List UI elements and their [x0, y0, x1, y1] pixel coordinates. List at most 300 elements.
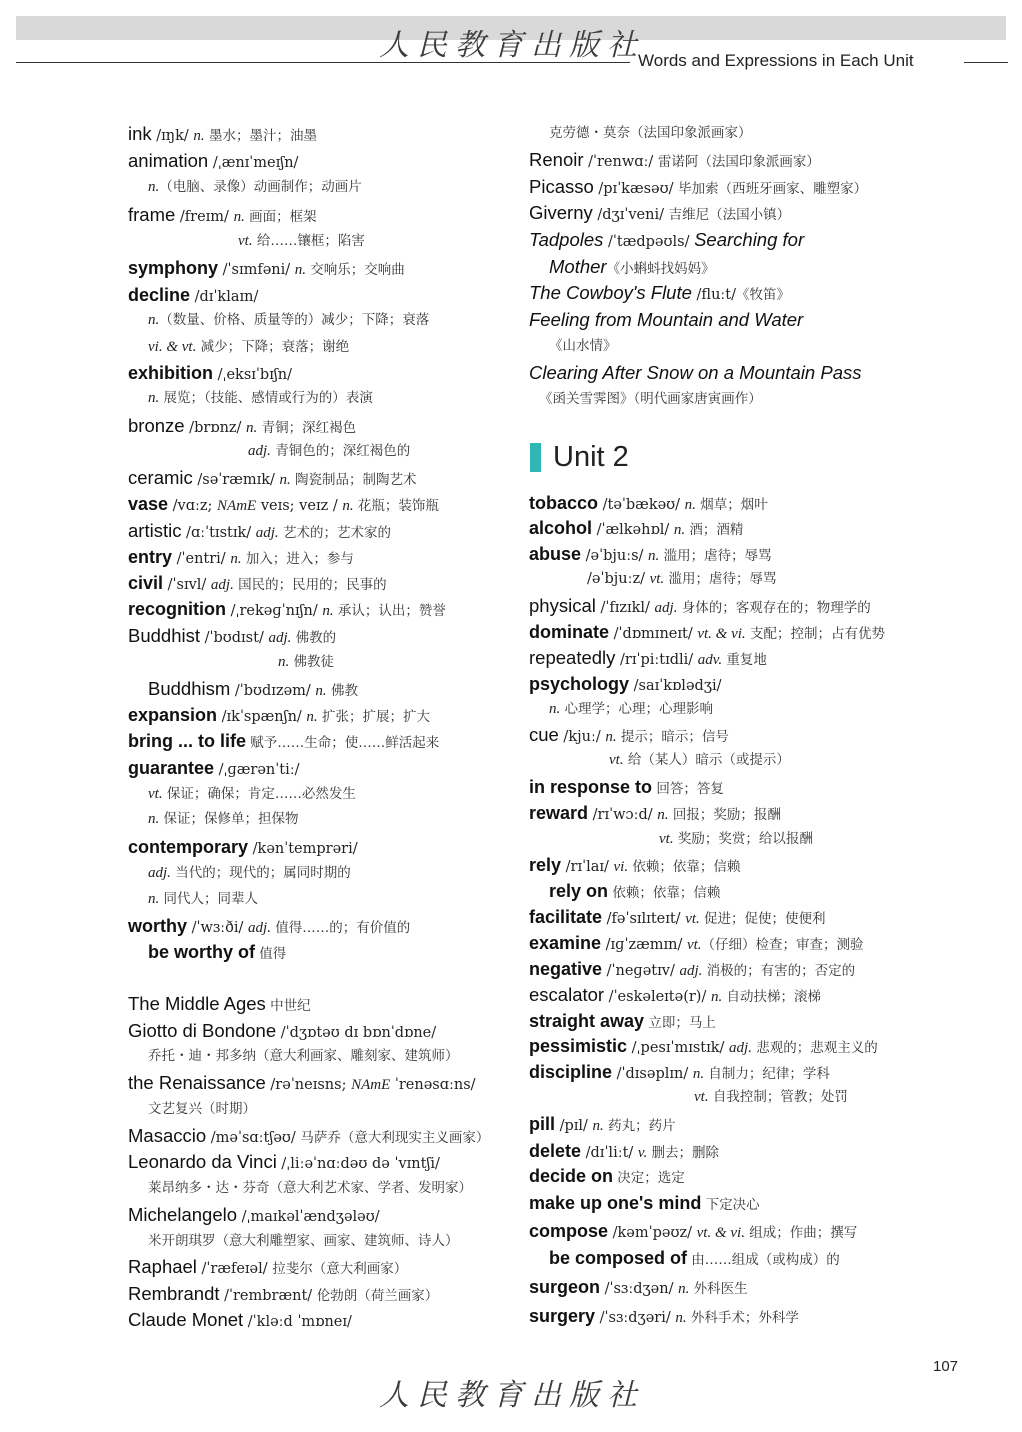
- definition: 画面；框架: [244, 209, 317, 225]
- headword: Searching for: [694, 229, 805, 250]
- pronunciation: /ˈdɒmɪneɪt/: [609, 626, 698, 642]
- part-of-speech: vt. & vi.: [697, 626, 746, 642]
- definition: 伦勃朗（荷兰画家）: [316, 1288, 439, 1304]
- pronunciation: /rɪˈwɔːd/: [588, 807, 658, 823]
- definition: 艺术的；艺术家的: [278, 525, 391, 541]
- headword: rely on: [549, 881, 609, 901]
- headword: Giverny: [529, 202, 593, 223]
- definition: 同代人；同辈人: [159, 891, 259, 907]
- part-of-speech: NAmE: [351, 1077, 391, 1093]
- entry-line: [529, 229, 804, 253]
- headword: reward: [529, 803, 589, 823]
- part-of-speech: n.: [678, 1281, 690, 1297]
- pronunciation: /məˈsɑːtʃəʊ/: [206, 1130, 301, 1146]
- entry-line: [238, 230, 365, 252]
- part-of-speech: vt.: [685, 911, 700, 927]
- pronunciation: /pɪl/: [555, 1118, 593, 1134]
- entry-line: [529, 1220, 857, 1244]
- pronunciation: veɪs; veɪz /: [256, 498, 343, 514]
- page-number: 107: [933, 1358, 959, 1375]
- definition: 保证；确保；肯定……必然发生: [162, 786, 356, 802]
- headword: surgeon: [529, 1277, 601, 1297]
- entry-line: [659, 828, 813, 850]
- part-of-speech: n.: [278, 654, 290, 670]
- entry-line: [529, 176, 867, 200]
- definition: 外科手术；外科学: [686, 1310, 799, 1326]
- definition: 《函关雪霁图》（明代画家唐寅画作）: [539, 391, 762, 407]
- entry-line: [529, 1010, 716, 1034]
- entry-line: [529, 595, 871, 619]
- headword: recognition: [128, 599, 226, 619]
- part-of-speech: n.: [342, 498, 354, 514]
- headword: artistic: [128, 520, 182, 541]
- part-of-speech: n.: [193, 128, 205, 144]
- headword: the Renaissance: [128, 1072, 266, 1093]
- entry-line: [529, 309, 803, 333]
- headword: straight away: [529, 1011, 645, 1031]
- publisher-logo: 人民教育出版社: [379, 1378, 645, 1413]
- definition: 展览；（技能、感情或行为的）表演: [159, 390, 373, 406]
- pronunciation: /ˈdɪsəplɪn/: [612, 1066, 693, 1082]
- entry-line: [128, 1125, 489, 1149]
- headword: psychology: [529, 674, 630, 694]
- part-of-speech: n.: [148, 891, 160, 907]
- entry-line: [148, 309, 429, 331]
- pronunciation: /kəmˈpəʊz/: [608, 1225, 697, 1241]
- headword: be worthy of: [148, 942, 255, 962]
- definition: 自我控制；管教；处罚: [708, 1089, 848, 1105]
- definition: 下定决心: [701, 1197, 760, 1213]
- definition: 决定；选定: [613, 1170, 685, 1186]
- headword: entry: [128, 547, 173, 567]
- part-of-speech: n.: [148, 179, 160, 195]
- entry-line: [128, 1072, 476, 1096]
- definition: 删去；删除: [647, 1145, 720, 1161]
- unit-heading-bar: [530, 443, 541, 472]
- entry-line: [529, 1276, 748, 1300]
- definition: 文艺复兴（时期）: [148, 1101, 256, 1117]
- entry-line: [529, 1061, 830, 1085]
- entry-line: [148, 1045, 459, 1067]
- part-of-speech: n.: [605, 729, 617, 745]
- definition: 回报；奖励；报酬: [668, 807, 781, 823]
- part-of-speech: n.: [148, 811, 160, 827]
- headword: frame: [128, 204, 176, 225]
- entry-line: [529, 854, 740, 878]
- entry-line: [539, 388, 762, 410]
- headword: decide on: [529, 1166, 614, 1186]
- headword: discipline: [529, 1062, 613, 1082]
- definition: 给（某人）暗示（或提示）: [623, 752, 790, 768]
- headword: guarantee: [128, 758, 215, 778]
- part-of-speech: n.: [148, 390, 160, 406]
- definition: 酒；酒精: [685, 522, 744, 538]
- pronunciation: /ˈeskəleɪtə(r)/: [604, 989, 711, 1005]
- entry-line: [128, 415, 356, 439]
- definition: 依赖；依靠；信赖: [628, 859, 741, 875]
- entry-line: [529, 906, 826, 930]
- entry-line: [128, 150, 298, 174]
- entry-line: [529, 1305, 799, 1329]
- entry-line: [529, 958, 855, 982]
- pronunciation: /ˈsɜːdʒən/: [600, 1281, 679, 1297]
- part-of-speech: adj.: [148, 865, 171, 881]
- headword: Clearing After Snow on a Mountain Pass: [529, 362, 862, 383]
- pronunciation: /saɪˈkɒlədʒi/: [629, 678, 722, 694]
- headword: Renoir: [529, 149, 584, 170]
- part-of-speech: adj.: [729, 1040, 752, 1056]
- definition: 花瓶；装饰瓶: [353, 498, 439, 514]
- entry-line: [128, 757, 300, 781]
- entry-line: [529, 621, 885, 645]
- entry-line: [148, 387, 373, 409]
- pronunciation: /ˈfɪzɪkl/: [595, 600, 655, 616]
- headword: examine: [529, 933, 602, 953]
- definition: 烟草；烟叶: [695, 497, 768, 513]
- headword: facilitate: [529, 907, 603, 927]
- definition: （数量、价格、质量等的）减少；下降；衰落: [159, 312, 430, 328]
- headword: abuse: [529, 544, 582, 564]
- definition: 中世纪: [265, 998, 311, 1014]
- headword: make up one's mind: [529, 1193, 702, 1213]
- entry-line: [128, 1151, 440, 1175]
- entry-line: [529, 362, 862, 386]
- definition: 心理学；心理；心理影响: [560, 701, 714, 717]
- headword: contemporary: [128, 837, 249, 857]
- pronunciation: /ˈræfeɪəl/: [196, 1261, 273, 1277]
- headword: worthy: [128, 916, 188, 936]
- publisher-logo: 人民教育出版社: [379, 28, 645, 63]
- headword: alcohol: [529, 518, 593, 538]
- part-of-speech: n.: [246, 420, 258, 436]
- definition: 组成；作曲；撰写: [744, 1225, 858, 1241]
- headword: compose: [529, 1221, 609, 1241]
- definition: 悲观的；悲观主义的: [751, 1040, 878, 1056]
- entry-line: [529, 984, 821, 1008]
- definition: 克劳德・莫奈（法国印象派画家）: [549, 125, 752, 141]
- pronunciation: /brɒnz/: [184, 420, 247, 436]
- entry-line: [148, 1098, 256, 1120]
- pronunciation: /ˈentri/: [172, 551, 231, 567]
- headword: Buddhist: [128, 625, 200, 646]
- entry-line: [529, 724, 729, 748]
- entry-line: [148, 1177, 472, 1199]
- pronunciation: /ˈneɡətɪv/: [602, 963, 680, 979]
- pronunciation: /ˈrenwɑː/: [583, 154, 658, 170]
- entry-line: [549, 256, 715, 280]
- entry-line: [549, 335, 617, 357]
- part-of-speech: NAmE: [217, 498, 257, 514]
- definition: 《小蝌蚪找妈妈》: [606, 261, 715, 277]
- pronunciation: /ˈwɜːði/: [187, 920, 249, 936]
- headword: repeatedly: [529, 647, 616, 668]
- definition: 自动扶梯；滚梯: [722, 989, 821, 1005]
- part-of-speech: v.: [637, 1145, 648, 1161]
- entry-line: [128, 704, 430, 728]
- definition: 值得……的；有价值的: [270, 920, 411, 936]
- pronunciation: /kjuː/: [558, 729, 606, 745]
- entry-line: [148, 862, 351, 884]
- pronunciation: /ˌmaɪkəlˈændʒələʊ/: [237, 1209, 380, 1225]
- entry-line: [529, 492, 768, 516]
- entry-line: [128, 1283, 438, 1307]
- definition: 拉斐尔（意大利画家）: [272, 1261, 408, 1277]
- definition: 青铜；深红褐色: [257, 420, 357, 436]
- pronunciation: /əˈbjuːs/: [581, 548, 649, 564]
- definition: 滥用；虐待；辱骂: [664, 571, 777, 587]
- definition: 外科医生: [689, 1281, 748, 1297]
- headword: vase: [128, 494, 169, 514]
- headword: escalator: [529, 984, 605, 1005]
- definition: 佛教徒: [289, 654, 335, 670]
- entry-line: [128, 546, 354, 570]
- entry-line: [148, 336, 349, 358]
- definition: （仔细）检查；审查；测验: [701, 937, 864, 953]
- pronunciation: /ˌpesɪˈmɪstɪk/: [627, 1040, 730, 1056]
- headword: delete: [529, 1141, 582, 1161]
- entry-line: [529, 149, 820, 173]
- part-of-speech: vt.: [686, 937, 702, 953]
- definition: 赋予……生命；使……鲜活起来: [246, 735, 440, 751]
- definition: 加入；进入；参与: [241, 551, 354, 567]
- headword: negative: [529, 959, 603, 979]
- pronunciation: /səˈræmɪk/: [192, 472, 280, 488]
- entry-line: [529, 517, 743, 541]
- part-of-speech: n.: [673, 522, 686, 538]
- part-of-speech: adj.: [255, 525, 279, 541]
- pronunciation: ˈrenəsɑːns/: [390, 1077, 476, 1093]
- entry-line: [549, 698, 713, 720]
- definition: 提示；暗示；信号: [616, 729, 729, 745]
- definition: 吉维尼（法国小镇）: [668, 207, 791, 223]
- entry-line: [529, 1192, 760, 1216]
- definition: 回答；答复: [652, 781, 724, 797]
- headword: bronze: [128, 415, 185, 436]
- headword: in response to: [529, 777, 653, 797]
- entry-line: [248, 440, 410, 462]
- definition: 国民的；民用的；民事的: [233, 577, 387, 593]
- entry-line: [694, 1086, 848, 1108]
- definition: 交响乐；交响曲: [306, 262, 405, 278]
- part-of-speech: n.: [279, 472, 291, 488]
- definition: 雷诺阿（法国印象派画家）: [657, 154, 820, 170]
- entry-line: [549, 1247, 840, 1271]
- definition: 毕加索（西班牙画家、雕塑家）: [678, 181, 868, 197]
- pronunciation: /ˌrekəɡˈnɪʃn/: [226, 603, 323, 619]
- definition: 给……镶框；陷害: [252, 233, 365, 249]
- headword: Mother: [549, 256, 607, 277]
- pronunciation: /ˈbʊdɪzəm/: [230, 683, 316, 699]
- pronunciation: /ɪŋk/: [151, 128, 194, 144]
- part-of-speech: n.: [294, 262, 307, 278]
- entry-line: [278, 651, 334, 673]
- definition: 重复地: [722, 652, 767, 668]
- headword: expansion: [128, 705, 218, 725]
- entry-line: [609, 749, 790, 771]
- definition: 由……组成（或构成）的: [687, 1252, 840, 1268]
- part-of-speech: vt.: [694, 1089, 709, 1105]
- headword: civil: [128, 573, 164, 593]
- entry-line: [148, 678, 358, 702]
- pronunciation: /pɪˈkæsəʊ/: [593, 181, 679, 197]
- pronunciation: /dɪˈliːt/: [581, 1145, 638, 1161]
- part-of-speech: adj.: [654, 600, 678, 616]
- headword: Claude Monet: [128, 1309, 244, 1330]
- pronunciation: /ˈdʒɒtəʊ dɪ bɒnˈdɒne/: [276, 1025, 437, 1041]
- part-of-speech: n.: [549, 701, 561, 717]
- definition: 《牧笛》: [736, 287, 791, 303]
- entry-line: [148, 176, 362, 198]
- headword: exhibition: [128, 363, 213, 383]
- pronunciation: /fəˈsɪlɪteɪt/: [602, 911, 686, 927]
- entry-line: [529, 1140, 719, 1164]
- entry-line: [549, 122, 752, 144]
- headword: be composed of: [549, 1248, 688, 1268]
- entry-line: [128, 204, 317, 228]
- entry-line: [529, 543, 772, 567]
- unit-heading: Unit 2: [553, 441, 629, 473]
- definition: 奖励；奖赏；给以报酬: [673, 831, 813, 847]
- part-of-speech: n.: [148, 312, 160, 328]
- part-of-speech: n.: [648, 548, 660, 564]
- part-of-speech: n.: [592, 1118, 604, 1134]
- pronunciation: /ˌeksɪˈbɪʃn/: [213, 367, 292, 383]
- pronunciation: /dɪˈklaɪn/: [190, 289, 259, 305]
- running-title: Words and Expressions in Each Unit: [638, 51, 914, 70]
- header-rule: [964, 62, 1008, 63]
- pronunciation: /rəˈneɪsns;: [265, 1077, 352, 1093]
- entry-line: [529, 1165, 685, 1189]
- part-of-speech: adv.: [697, 652, 723, 668]
- headword: Feeling from Mountain and Water: [529, 309, 804, 330]
- part-of-speech: vt.: [609, 752, 624, 768]
- part-of-speech: n.: [306, 709, 318, 725]
- headword: decline: [128, 285, 191, 305]
- headword: Buddhism: [148, 678, 231, 699]
- definition: 立即；马上: [644, 1015, 716, 1031]
- definition: 莱昂纳多・达・芬奇（意大利艺术家、学者、发明家）: [148, 1180, 472, 1196]
- part-of-speech: adj.: [210, 577, 234, 593]
- pronunciation: /ɪɡˈzæmɪn/: [601, 937, 687, 953]
- headword: Leonardo da Vinci: [128, 1151, 277, 1172]
- entry-line: [128, 993, 311, 1017]
- entry-line: [128, 284, 258, 308]
- pronunciation: /ˌænɪˈmeɪʃn/: [208, 155, 299, 171]
- definition: 承认；认出；赞誉: [333, 603, 446, 619]
- entry-line: [549, 880, 720, 904]
- headword: cue: [529, 724, 559, 745]
- entry-line: [128, 123, 317, 147]
- entry-line: [529, 673, 722, 697]
- entry-line: [128, 915, 410, 939]
- entry-line: [128, 572, 387, 596]
- entry-line: [529, 932, 864, 956]
- part-of-speech: adj.: [248, 443, 271, 459]
- pronunciation: /freɪm/: [175, 209, 234, 225]
- header-rule: [16, 62, 630, 63]
- pronunciation: /ɪkˈspænʃn/: [217, 709, 307, 725]
- headword: pill: [529, 1114, 555, 1134]
- part-of-speech: vt. & vi.: [696, 1225, 745, 1241]
- headword: The Cowboy's Flute: [529, 282, 692, 303]
- entry-line: [128, 730, 439, 754]
- pronunciation: /ˈælkəhɒl/: [592, 522, 674, 538]
- part-of-speech: vi.: [613, 859, 629, 875]
- pronunciation: /vɑːz;: [168, 498, 218, 514]
- entry-line: [148, 1230, 459, 1252]
- definition: 自制力；纪律；学科: [704, 1066, 830, 1082]
- entry-line: [128, 1309, 352, 1333]
- definition: 当代的；现代的；属同时期的: [170, 865, 351, 881]
- pronunciation: /rɪˈpiːtɪdli/: [615, 652, 698, 668]
- entry-line: [148, 941, 286, 965]
- entry-line: [587, 568, 776, 590]
- part-of-speech: vt.: [238, 233, 253, 249]
- pronunciation: /ˈrembrænt/: [219, 1288, 317, 1304]
- entry-line: [529, 647, 767, 671]
- headword: Raphael: [128, 1256, 197, 1277]
- headword: dominate: [529, 622, 610, 642]
- entry-line: [128, 1256, 407, 1280]
- headword: bring ... to life: [128, 731, 246, 751]
- headword: Giotto di Bondone: [128, 1020, 277, 1041]
- headword: Tadpoles: [529, 229, 604, 250]
- definition: 促进；促使；使便利: [699, 911, 826, 927]
- entry-line: [128, 625, 336, 649]
- definition: 墨水；墨汁；油墨: [204, 128, 317, 144]
- entry-line: [128, 362, 292, 386]
- definition: 米开朗琪罗（意大利雕塑家、画家、建筑师、诗人）: [148, 1233, 459, 1249]
- entry-line: [128, 257, 405, 281]
- part-of-speech: n.: [692, 1066, 705, 1082]
- definition: 药丸；药片: [603, 1118, 676, 1134]
- part-of-speech: n.: [233, 209, 245, 225]
- entry-line: [128, 520, 391, 544]
- pronunciation: /rɪˈlaɪ/: [561, 859, 614, 875]
- part-of-speech: n.: [657, 807, 669, 823]
- entry-line: [529, 802, 781, 826]
- pronunciation: /ɑːˈtɪstɪk/: [181, 525, 256, 541]
- pronunciation: /ˈkləːd ˈmɒneɪ/: [243, 1314, 352, 1330]
- entry-line: [128, 1020, 436, 1044]
- headword: rely: [529, 855, 562, 875]
- definition: （电脑、录像）动画制作；动画片: [159, 179, 362, 195]
- headword: ink: [128, 123, 152, 144]
- part-of-speech: n.: [710, 989, 723, 1005]
- headword: Masaccio: [128, 1125, 207, 1146]
- entry-line: [529, 282, 790, 306]
- definition: 陶瓷制品；制陶艺术: [290, 472, 417, 488]
- headword: Picasso: [529, 176, 594, 197]
- pronunciation: /ˈbʊdɪst/: [200, 630, 269, 646]
- part-of-speech: adj.: [248, 920, 271, 936]
- pronunciation: /kənˈtemprəri/: [248, 841, 358, 857]
- definition: 佛教的: [291, 630, 337, 646]
- definition: 《山水情》: [549, 338, 617, 354]
- pronunciation: /təˈbækəʊ/: [598, 497, 685, 513]
- part-of-speech: n.: [230, 551, 242, 567]
- part-of-speech: n.: [315, 683, 327, 699]
- entry-line: [148, 783, 356, 805]
- headword: tobacco: [529, 493, 599, 513]
- entry-line: [128, 1204, 380, 1228]
- entry-line: [529, 1113, 676, 1137]
- entry-line: [128, 493, 439, 517]
- entry-line: [529, 776, 724, 800]
- entry-line: [529, 1035, 878, 1059]
- pronunciation: /əˈbjuːz/: [587, 571, 650, 587]
- pronunciation: /ˌɡærənˈtiː/: [214, 762, 300, 778]
